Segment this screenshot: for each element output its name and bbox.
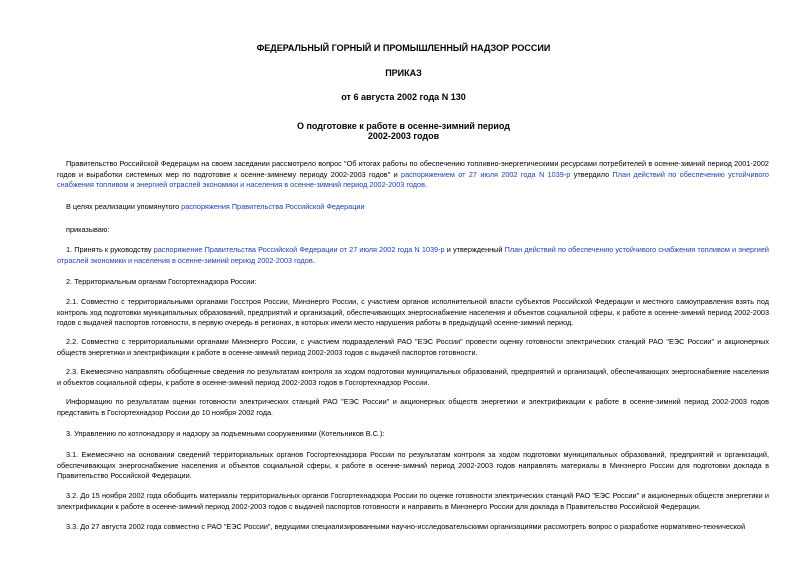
government-order-link[interactable]: распоряжения Правительства Российской Федерации [181, 202, 365, 211]
paragraph-text: В целях реализации упомянутого [66, 202, 182, 211]
paragraph-item-3-1: 3.1. Ежемесячно на основании сведений территориальных органов Госгортехнадзора России по результатам контроля за ходом подготовки муниципальных образований, предприятий и организаций, обеспечивающих энергоснабжение населения и объектов социальной сферы, к работе в осенне-зимний период 2002-2003 годов направлять материалы в Минэнерго России для подготовки доклада в Правительство Российской Федерации. [57, 450, 769, 480]
order-1039-link[interactable]: распоряжением от 27 июля 2002 года N 1039-р [401, 169, 571, 179]
paragraph-item-2-3: 2.3. Ежемесячно направлять обобщенные сведения по результатам контроля за ходом подготовки муниципальных образований, предприятий и организаций, обеспечивающих энергоснабжение населения и объектов социальной сферы, к работе в осенне-зимний период 2002-2003 годов в Госгортехнадзор России. [57, 367, 769, 387]
paragraph-item-2: 2. Территориальным органам Госгортехнадзора России: [66, 277, 257, 286]
paragraph-order-word: приказываю: [66, 225, 110, 234]
paragraph-item-2-1: 2.1. Совместно с территориальными органами Госстроя России, Минэнерго России, с участием органов исполнительной власти субъектов Российской Федерации и местного самоуправления взять под контроль ход подготовки муниципальных образований, предприятий и организаций, обеспечивающих энергоснабжение населения и объектов социальной сферы, к работе в осенне-зимний период 2002-2003 годов с выдачей паспортов готовности, в первую очередь в регионах, в которых имели место нарушения работы в предыдущий осенне-зимний период. [57, 297, 769, 327]
paragraph-text: Правительство Российской Федерации на своем заседании рассмотрело вопрос "Об итогах работы по обеспечению топливно-энергетическими ресурсами потребителей в осенне-зимний период 2001-2002 годов и выработки системных мер по подготовке к осенне-зимнему периоду 2002-2003 годов" и [57, 159, 769, 179]
document-date: от 6 августа 2002 года N 130 [341, 92, 466, 102]
paragraph-text: 1. Принять к руководству [66, 245, 154, 254]
paragraph-item-3-3: 3.3. До 27 августа 2002 года совместно с РАО "ЕЭС России", ведущими специализированными научно-исследовательскими организациями рассмотреть вопрос о разработке нормативно-технической [66, 522, 746, 531]
document-type: ПРИКАЗ [385, 68, 422, 78]
government-order-1039-link[interactable]: распоряжение Правительства Российской Федерации от 27 июля 2002 года N 1039-р [153, 245, 445, 254]
document-subject-line1: О подготовке к работе в осенне-зимний период [296, 121, 511, 131]
action-plan-link[interactable]: План действий по обеспечению устойчивого снабжения топливом и энергией отраслей экономики и населения в осенне-зимний период 2002-2003 годов [57, 169, 769, 189]
paragraph-item-3-2: 3.2. До 15 ноября 2002 года обобщить материалы территориальных органов Госгортехнадзора России по оценке готовности электрических станций РАО "ЕЭС России" и акционерных обществ энергетики и электрификации к работе в осенне-зимний период 2002-2003 годов с выдачей паспортов готовности и направить в Минэнерго России для доклада в Правительство Российской Федерации. [57, 491, 769, 511]
paragraph-preamble [57, 159, 769, 191]
paragraph-item-2-2: 2.2. Совместно с территориальными органами Минэнерго России, с участием подразделений РАО "ЕЭС России" провести оценку готовности электрических станций РАО "ЕЭС России" и акционерных обществ энергетики и электрификации к работе в осенне-зимний период 2002-2003 годов с выдачей паспортов готовности. [57, 337, 769, 357]
paragraph-purpose [57, 202, 769, 213]
paragraph-text: . [312, 255, 315, 265]
paragraph-item-3: 3. Управлению по котлонадзору и надзору за подъемными сооружениями (Котельников В.С.): [66, 429, 385, 438]
document-subject-line2: 2002-2003 годов [367, 131, 440, 141]
paragraph-text: и утвержденный [444, 245, 505, 254]
paragraph-text: . [424, 180, 427, 189]
paragraph-text: утвердило [570, 169, 613, 179]
agency-title: ФЕДЕРАЛЬНЫЙ ГОРНЫЙ И ПРОМЫШЛЕННЫЙ НАДЗОР РОССИИ [256, 43, 551, 53]
paragraph-item-2-3-info: Информацию по результатам оценки готовности электрических станций РАО "ЕЭС России" и акционерных обществ энергетики и электрификации к работе в осенне-зимний период 2002-2003 годов представить в Госгортехнадзор России до 10 ноября 2002 года. [57, 397, 769, 417]
action-plan-link-2[interactable]: План действий по обеспечению устойчивого снабжения топливом и энергией отраслей экономики и населения в осенне-зимний период 2002-2003 годов [57, 245, 769, 265]
paragraph-item-1 [57, 245, 769, 266]
